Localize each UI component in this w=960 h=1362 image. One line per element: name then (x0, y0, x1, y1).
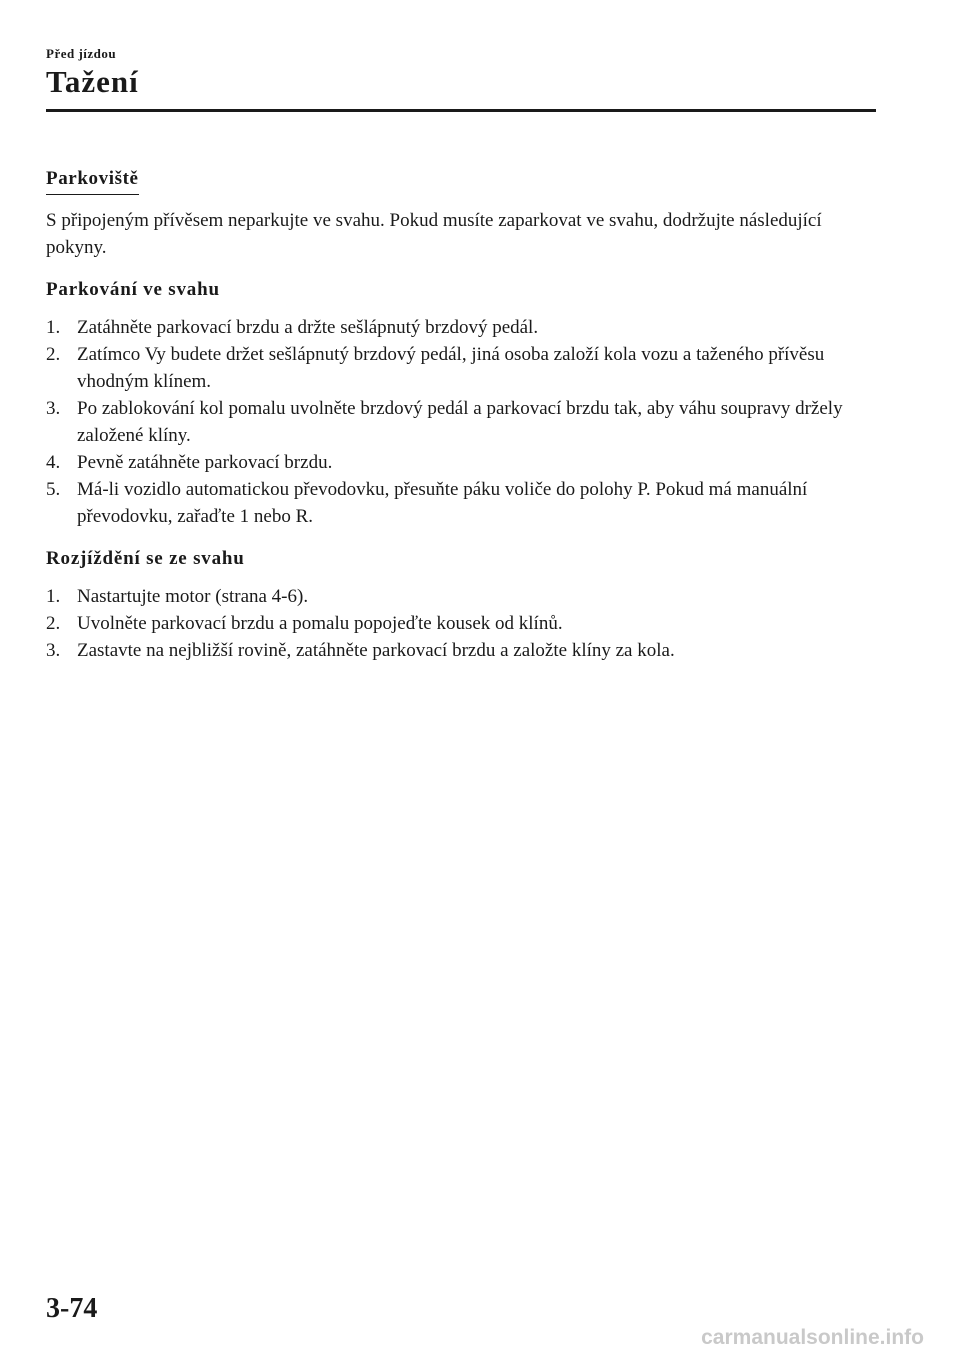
step-text: Má-li vozidlo automatickou převodovku, přesuňte páku voliče do polohy P. Pokud má manuální převodovku, zařaďte 1 nebo R. (77, 479, 808, 527)
header-rule (46, 109, 876, 112)
subsection-title: Parkoviště (46, 165, 139, 195)
list-item (46, 341, 866, 395)
list-item (46, 449, 866, 476)
step-text: Po zablokování kol pomalu uvolněte brzdový pedál a parkovací brzdu tak, aby váhu soupravy držely založené klíny. (77, 398, 843, 446)
step-number: 5. (46, 479, 61, 500)
departure-steps (46, 583, 866, 664)
step-text: Zastavte na nejbližší rovině, zatáhněte parkovací brzdu a založte klíny za kola. (77, 640, 675, 661)
section-label: Před jízdou (46, 46, 117, 61)
watermark: carmanualsonline.info (701, 1326, 924, 1349)
step-text: Zatáhněte parkovací brzdu a držte sešlápnutý brzdový pedál. (77, 317, 539, 338)
step-text: Pevně zatáhněte parkovací brzdu. (77, 452, 333, 473)
list-item (46, 637, 866, 664)
list-item (46, 314, 866, 341)
step-text: Nastartujte motor (strana 4-6). (77, 586, 309, 607)
list-item (46, 395, 866, 449)
page-title: Tažení (46, 64, 139, 99)
intro-paragraph: S připojeným přívěsem neparkujte ve svahu. Pokud musíte zaparkovat ve svahu, dodržujte následující pokyny. (46, 210, 822, 258)
content (46, 165, 866, 664)
step-number: 4. (46, 452, 61, 473)
list-item (46, 610, 866, 637)
page-number: 3-74 (46, 1293, 98, 1324)
parking-heading: Parkování ve svahu (46, 279, 220, 300)
list-item (46, 476, 866, 530)
parking-steps (46, 314, 866, 530)
departure-heading: Rozjíždění se ze svahu (46, 548, 245, 569)
step-text: Zatímco Vy budete držet sešlápnutý brzdový pedál, jiná osoba založí kola vozu a taženého přívěsu vhodným klínem. (77, 344, 825, 392)
list-item (46, 583, 866, 610)
step-number: 1. (46, 317, 61, 338)
step-number: 3. (46, 398, 61, 419)
step-text: Uvolněte parkovací brzdu a pomalu popojeďte kousek od klínů. (77, 613, 563, 634)
step-number: 3. (46, 640, 61, 661)
step-number: 2. (46, 344, 61, 365)
step-number: 1. (46, 586, 61, 607)
step-number: 2. (46, 613, 61, 634)
